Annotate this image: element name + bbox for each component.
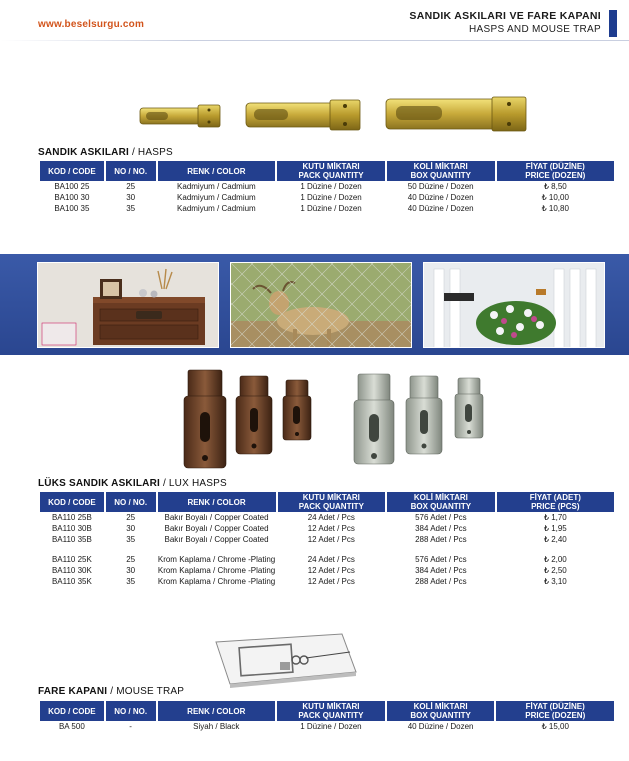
- cell-box: 576 Adet / Pcs: [415, 555, 467, 564]
- cell-no: 30: [126, 524, 136, 533]
- cell-color: Bakır Boyalı / Copper Coated: [164, 524, 269, 533]
- hasp-cadmium-small-icon: [140, 105, 220, 127]
- page-title: [409, 10, 601, 36]
- table-row: [40, 523, 614, 534]
- chrome-hasp-small-icon: [455, 378, 483, 438]
- cell-color: Kadmiyum / Cadmium: [177, 182, 256, 191]
- hasp-product-images: [130, 95, 530, 137]
- header-accent-bar: [609, 10, 617, 37]
- photo-dresser: [37, 262, 219, 348]
- mouse-trap-icon: [210, 630, 360, 688]
- table-row: [40, 576, 614, 587]
- page-title-en: HASPS AND MOUSE TRAP: [469, 24, 601, 35]
- col-pack: KUTU MİKTARI PACK QUANTITY: [278, 492, 386, 512]
- lux-hasps-title-tr: LÜKS SANDIK ASKILARI: [38, 478, 160, 489]
- cell-no: 25: [126, 182, 136, 191]
- hasps-title-tr: SANDIK ASKILARI: [38, 147, 129, 158]
- page-title-tr: SANDIK ASKILARI VE FARE KAPANI: [409, 10, 601, 22]
- lux-hasp-product-images: [180, 366, 490, 474]
- mouse-trap-title-en: MOUSE TRAP: [116, 686, 185, 697]
- col-code: KOD / CODE: [40, 701, 104, 721]
- goat-fence-scene-icon: [231, 263, 412, 348]
- col-box: KOLİ MİKTARI BOX QUANTITY: [387, 701, 495, 721]
- cell-color: Bakır Boyalı / Copper Coated: [164, 513, 269, 522]
- cell-pack: 1 Düzine / Dozen: [300, 204, 362, 213]
- table-row: [40, 192, 614, 203]
- cell-no: 25: [126, 555, 136, 564]
- table-row: [40, 203, 614, 214]
- cell-box: 384 Adet / Pcs: [415, 566, 467, 575]
- table-row: [40, 512, 614, 523]
- col-color: RENK / COLOR: [158, 492, 276, 512]
- cell-no: 35: [126, 577, 136, 586]
- copper-hasp-small-icon: [283, 380, 311, 440]
- cell-price: ₺ 8,50: [543, 182, 567, 191]
- lux-hasps-title-en: LUX HASPS: [168, 478, 227, 489]
- cell-code: BA 500: [58, 722, 85, 731]
- cell-price: ₺ 2,40: [543, 535, 567, 544]
- copper-hasp-medium-icon: [236, 376, 272, 454]
- photo-goat-fence: [230, 262, 412, 348]
- site-url[interactable]: www.beselsurgu.com: [38, 19, 145, 30]
- cell-color: Krom Kaplama / Chrome -Plating: [157, 577, 276, 586]
- mouse-trap-table: [38, 701, 616, 732]
- cell-no: -: [129, 722, 132, 731]
- col-code: KOD / CODE: [40, 161, 104, 181]
- cell-no: 35: [126, 204, 136, 213]
- cell-price: ₺ 3,10: [543, 577, 567, 586]
- col-no: NO / NO.: [106, 161, 156, 181]
- cell-box: 288 Adet / Pcs: [415, 535, 467, 544]
- cell-pack: 12 Adet / Pcs: [307, 535, 355, 544]
- hasps-title-en: HASPS: [137, 147, 173, 158]
- col-price: FİYAT (DÜZİNE) PRICE (DOZEN): [496, 701, 614, 721]
- cell-pack: 24 Adet / Pcs: [307, 513, 355, 522]
- cell-code: BA110 35B: [51, 535, 92, 544]
- cell-box: 384 Adet / Pcs: [415, 524, 467, 533]
- table-row: [40, 554, 614, 565]
- cell-box: 576 Adet / Pcs: [415, 513, 467, 522]
- chrome-hasp-large-icon: [354, 374, 394, 464]
- cell-code: BA110 25K: [51, 555, 92, 564]
- col-price: FİYAT (DÜZİNE) PRICE (DOZEN): [497, 161, 614, 181]
- col-price: FİYAT (ADET) PRICE (PCS): [497, 492, 614, 512]
- copper-hasp-large-icon: [184, 370, 226, 468]
- cell-pack: 12 Adet / Pcs: [307, 524, 355, 533]
- cell-color: Krom Kaplama / Chrome -Plating: [157, 566, 276, 575]
- cell-color: Krom Kaplama / Chrome -Plating: [157, 555, 276, 564]
- cell-box: 50 Düzine / Dozen: [407, 182, 474, 191]
- table-row: [40, 565, 614, 576]
- hasps-title: SANDIK ASKILARI / HASPS: [38, 147, 173, 158]
- gate-flowers-scene-icon: [424, 263, 605, 348]
- cell-pack: 1 Düzine / Dozen: [300, 182, 362, 191]
- col-no: NO / NO.: [106, 701, 156, 721]
- cell-price: ₺ 10,80: [541, 204, 569, 213]
- hasp-cadmium-medium-icon: [246, 100, 360, 130]
- cell-box: 40 Düzine / Dozen: [407, 722, 474, 731]
- col-code: KOD / CODE: [40, 492, 104, 512]
- photo-gate-flowers: [423, 262, 605, 348]
- cell-pack: 1 Düzine / Dozen: [300, 722, 362, 731]
- cell-color: Kadmiyum / Cadmium: [177, 204, 256, 213]
- hasp-cadmium-large-icon: [386, 97, 526, 131]
- cell-no: 35: [126, 535, 136, 544]
- cell-price: ₺ 1,95: [543, 524, 567, 533]
- cell-price: ₺ 1,70: [543, 513, 567, 522]
- cell-code: BA100 30: [54, 193, 90, 202]
- cell-pack: 1 Düzine / Dozen: [300, 193, 362, 202]
- col-box: KOLİ MİKTARI BOX QUANTITY: [387, 492, 495, 512]
- table-row: [40, 721, 614, 732]
- cell-code: BA110 35K: [51, 577, 92, 586]
- cell-pack: 12 Adet / Pcs: [307, 566, 355, 575]
- cell-no: 25: [126, 513, 136, 522]
- cell-code: BA110 25B: [51, 513, 92, 522]
- cell-color: Bakır Boyalı / Copper Coated: [164, 535, 269, 544]
- dresser-scene-icon: [38, 263, 219, 348]
- cell-no: 30: [126, 566, 136, 575]
- cell-code: BA110 30B: [51, 524, 92, 533]
- col-no: NO / NO.: [106, 492, 156, 512]
- table-spacer: [40, 545, 614, 554]
- col-pack: KUTU MİKTARI PACK QUANTITY: [277, 701, 385, 721]
- mouse-trap-title: FARE KAPANI / MOUSE TRAP: [38, 686, 185, 697]
- cell-price: ₺ 2,00: [543, 555, 567, 564]
- cell-code: BA100 25: [54, 182, 90, 191]
- col-pack: KUTU MİKTARI PACK QUANTITY: [277, 161, 385, 181]
- col-box: KOLİ MİKTARI BOX QUANTITY: [387, 161, 495, 181]
- chrome-hasp-medium-icon: [406, 376, 442, 454]
- mouse-trap-title-tr: FARE KAPANI: [38, 686, 108, 697]
- table-row: [40, 181, 614, 192]
- cell-price: ₺ 2,50: [543, 566, 567, 575]
- table-row: [40, 534, 614, 545]
- cell-price: ₺ 15,00: [541, 722, 569, 731]
- cell-code: BA110 30K: [51, 566, 92, 575]
- cell-color: Siyah / Black: [193, 722, 240, 731]
- lux-hasps-table: [38, 492, 616, 587]
- cell-no: 30: [126, 193, 136, 202]
- cell-box: 288 Adet / Pcs: [415, 577, 467, 586]
- photo-band: [0, 254, 629, 355]
- col-color: RENK / COLOR: [158, 161, 276, 181]
- cell-price: ₺ 10,00: [541, 193, 569, 202]
- cell-pack: 24 Adet / Pcs: [307, 555, 355, 564]
- col-color: RENK / COLOR: [158, 701, 276, 721]
- lux-hasps-title: LÜKS SANDIK ASKILARI / LUX HASPS: [38, 478, 227, 489]
- cell-pack: 12 Adet / Pcs: [307, 577, 355, 586]
- header-divider: [0, 40, 629, 41]
- cell-box: 40 Düzine / Dozen: [407, 204, 474, 213]
- cell-color: Kadmiyum / Cadmium: [177, 193, 256, 202]
- cell-code: BA100 35: [54, 204, 90, 213]
- cell-box: 40 Düzine / Dozen: [407, 193, 474, 202]
- hasps-table: [38, 161, 616, 214]
